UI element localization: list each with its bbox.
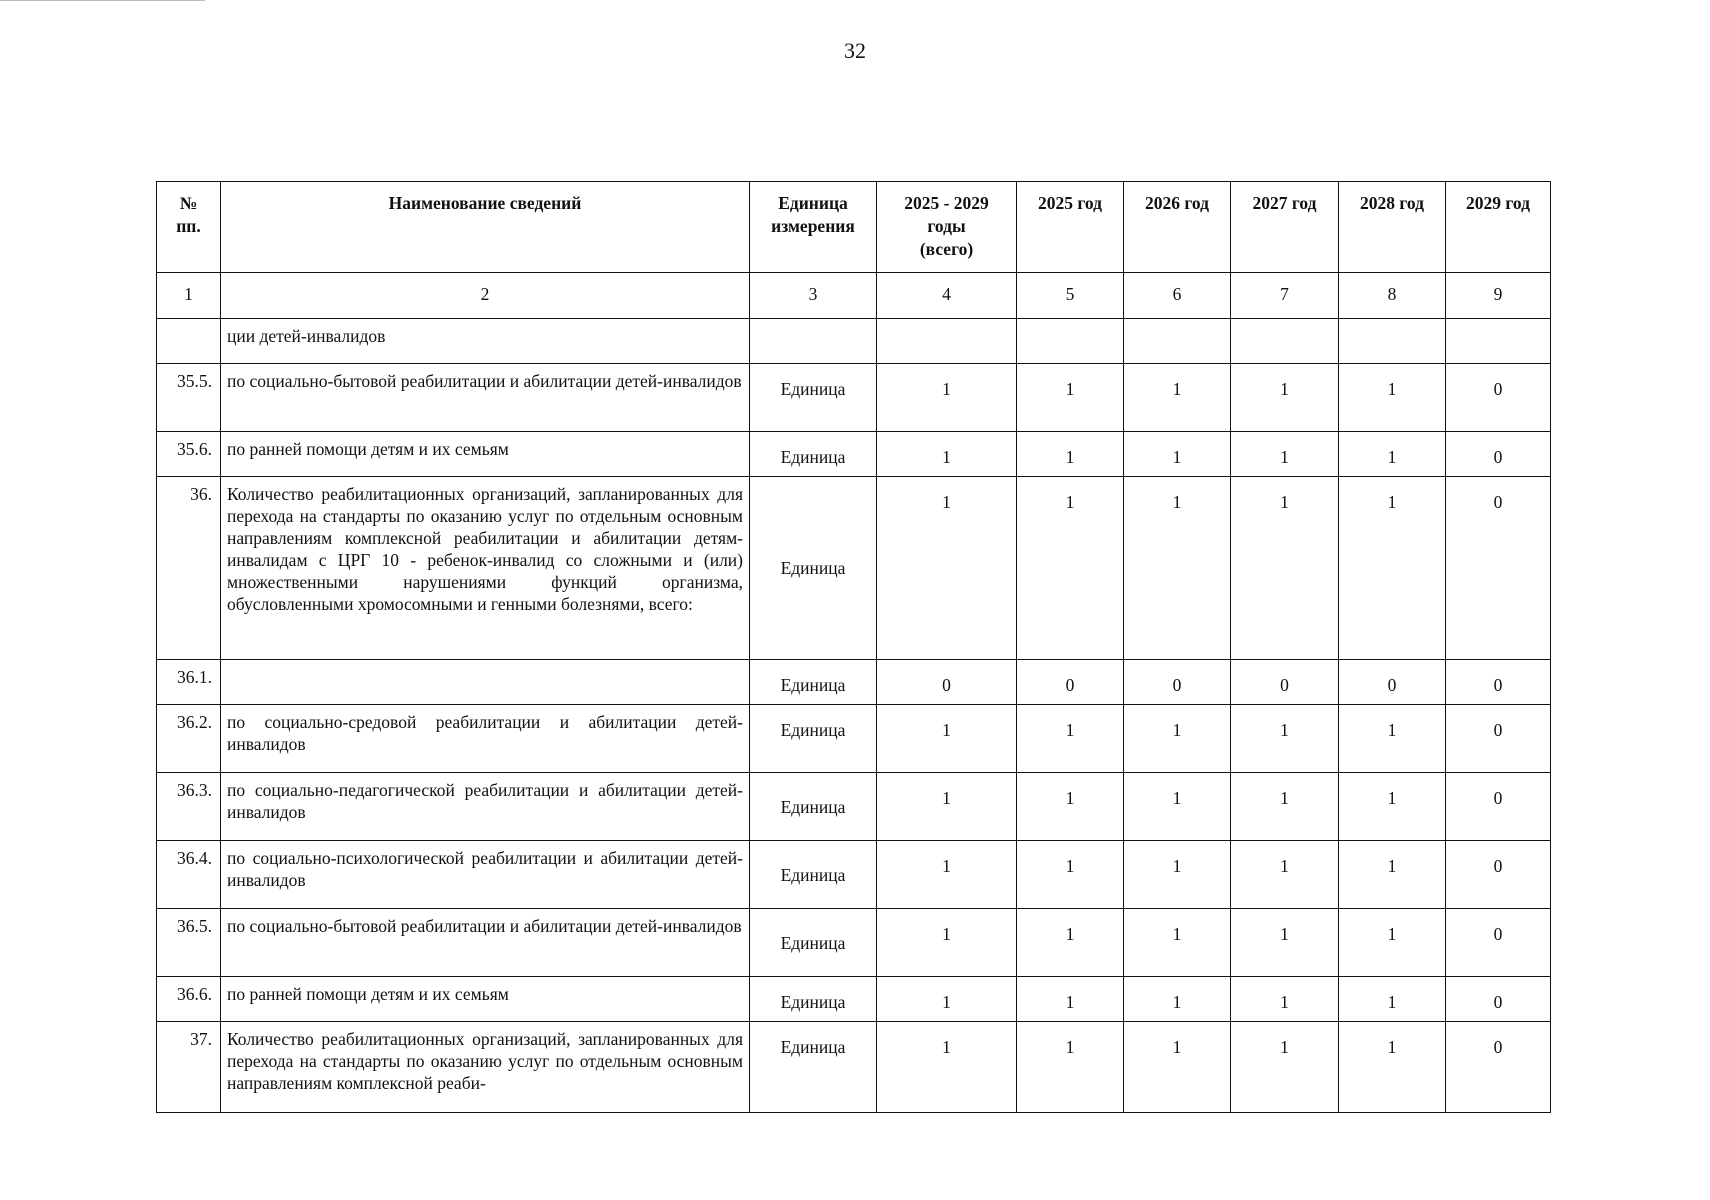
row-number: 36.3.: [157, 773, 221, 841]
table-row: [157, 660, 1551, 705]
row-value: 1: [877, 364, 1017, 432]
row-value: 1: [1339, 364, 1446, 432]
row-value: 0: [1124, 660, 1231, 705]
row-value: [877, 319, 1017, 364]
row-value: 1: [1231, 1022, 1339, 1113]
row-value: 1: [1231, 773, 1339, 841]
row-number: 35.5.: [157, 364, 221, 432]
row-value: 1: [1124, 364, 1231, 432]
row-unit: Единица: [750, 432, 877, 477]
header-name: Наименование сведений: [221, 182, 750, 273]
row-number: 36.6.: [157, 977, 221, 1022]
row-value: 1: [1231, 364, 1339, 432]
row-value: 0: [1446, 909, 1551, 977]
row-name: ции детей-инвалидов: [221, 319, 750, 364]
row-name: по социально-средовой реабилитации и абилитации детей-инвалидов: [221, 705, 750, 773]
col-index-cell: 2: [221, 273, 750, 319]
row-value: 1: [877, 1022, 1017, 1113]
row-value: 1: [877, 477, 1017, 660]
row-number: 36.5.: [157, 909, 221, 977]
row-value: [1124, 319, 1231, 364]
table-row: [157, 432, 1551, 477]
header-unit: Единица измерения: [750, 182, 877, 273]
row-unit: [750, 319, 877, 364]
col-index-cell: 4: [877, 273, 1017, 319]
table-row: [157, 477, 1551, 660]
row-unit: Единица: [750, 660, 877, 705]
row-value: 0: [1017, 660, 1124, 705]
row-value: [1231, 319, 1339, 364]
row-value: 0: [1446, 660, 1551, 705]
row-value: 1: [1231, 841, 1339, 909]
row-name: Количество реабилитационных организаций, запланированных для перехода на стандарты по оказанию услуг по отдельным основным направлениям комплексной реабилитации и абилитации детям-инвалидам с ЦРГ 10 - ребенок-инвалид со сложными и (или) множественными нарушениями функций организма, обусловленными хромосомными и генными болезнями, всего:: [221, 477, 750, 660]
table-row: [157, 909, 1551, 977]
row-value: 1: [877, 909, 1017, 977]
row-unit: Единица: [750, 477, 877, 660]
row-value: 1: [1339, 977, 1446, 1022]
row-value: 0: [1231, 660, 1339, 705]
row-value: 1: [1124, 705, 1231, 773]
row-value: 0: [1446, 705, 1551, 773]
row-value: 1: [1124, 1022, 1231, 1113]
col-index-cell: 9: [1446, 273, 1551, 319]
row-value: 0: [1339, 660, 1446, 705]
header-2029: 2029 год: [1446, 182, 1551, 273]
table-row: [157, 1022, 1551, 1113]
table-row: [157, 841, 1551, 909]
row-value: [1446, 319, 1551, 364]
row-unit: Единица: [750, 841, 877, 909]
row-value: 1: [1231, 432, 1339, 477]
row-value: 1: [1017, 477, 1124, 660]
row-unit: Единица: [750, 773, 877, 841]
header-2025: 2025 год: [1017, 182, 1124, 273]
row-value: 1: [1231, 477, 1339, 660]
row-number: 36.1.: [157, 660, 221, 705]
row-value: 0: [1446, 841, 1551, 909]
row-unit: Единица: [750, 909, 877, 977]
row-unit: Единица: [750, 364, 877, 432]
data-table: [156, 181, 1551, 1113]
header-total: 2025 - 2029 годы (всего): [877, 182, 1017, 273]
row-value: 1: [1339, 1022, 1446, 1113]
row-number: 37.: [157, 1022, 221, 1113]
row-number: 36.2.: [157, 705, 221, 773]
scan-edge-line: [0, 0, 205, 1]
row-value: 1: [1339, 773, 1446, 841]
row-name: по ранней помощи детям и их семьям: [221, 432, 750, 477]
row-name: Количество реабилитационных организаций, запланированных для перехода на стандарты по оказанию услуг по отдельным основным направлениям комплексной реаби-: [221, 1022, 750, 1113]
col-index-cell: 6: [1124, 273, 1231, 319]
col-index-cell: 7: [1231, 273, 1339, 319]
col-index-cell: 1: [157, 273, 221, 319]
row-value: 1: [877, 841, 1017, 909]
row-value: 1: [1017, 773, 1124, 841]
row-value: 1: [877, 705, 1017, 773]
row-value: 1: [877, 977, 1017, 1022]
header-num: № пп.: [157, 182, 221, 273]
header-2026: 2026 год: [1124, 182, 1231, 273]
row-value: 1: [1124, 773, 1231, 841]
table-row: [157, 977, 1551, 1022]
row-number: 36.4.: [157, 841, 221, 909]
row-value: 0: [1446, 977, 1551, 1022]
row-name: по социально-бытовой реабилитации и абилитации детей-инвалидов: [221, 909, 750, 977]
row-name: по социально-бытовой реабилитации и абилитации детей-инвалидов: [221, 364, 750, 432]
row-value: 1: [1017, 1022, 1124, 1113]
row-value: 1: [1231, 705, 1339, 773]
table-row: [157, 364, 1551, 432]
header-2028: 2028 год: [1339, 182, 1446, 273]
row-value: 1: [1231, 909, 1339, 977]
row-value: 1: [1124, 909, 1231, 977]
row-value: 1: [1017, 705, 1124, 773]
row-value: 0: [1446, 432, 1551, 477]
row-unit: Единица: [750, 977, 877, 1022]
row-value: 1: [1339, 841, 1446, 909]
row-name: по социально-педагогической реабилитации и абилитации детей-инвалидов: [221, 773, 750, 841]
row-value: 0: [877, 660, 1017, 705]
row-number: 36.: [157, 477, 221, 660]
row-value: 1: [1124, 477, 1231, 660]
table-row: [157, 319, 1551, 364]
row-value: 1: [1017, 432, 1124, 477]
row-name: по ранней помощи детям и их семьям: [221, 977, 750, 1022]
row-value: 1: [1339, 705, 1446, 773]
row-value: 1: [1124, 432, 1231, 477]
row-value: 1: [1017, 909, 1124, 977]
row-value: [1339, 319, 1446, 364]
row-value: 1: [1017, 364, 1124, 432]
row-value: 1: [1339, 909, 1446, 977]
row-name: по социально-психологической реабилитации и абилитации детей-инвалидов: [221, 841, 750, 909]
row-number: [157, 319, 221, 364]
header-2027: 2027 год: [1231, 182, 1339, 273]
header-row: [157, 182, 1551, 273]
col-index-cell: 8: [1339, 273, 1446, 319]
row-value: 0: [1446, 477, 1551, 660]
row-value: 1: [1231, 977, 1339, 1022]
table-row: [157, 773, 1551, 841]
column-index-row: [157, 273, 1551, 319]
row-value: 0: [1446, 773, 1551, 841]
row-value: 1: [1017, 977, 1124, 1022]
row-value: [1017, 319, 1124, 364]
row-value: 1: [877, 773, 1017, 841]
row-value: 1: [1339, 432, 1446, 477]
row-value: 1: [1124, 977, 1231, 1022]
row-unit: Единица: [750, 1022, 877, 1113]
row-value: 1: [1339, 477, 1446, 660]
table-row: [157, 705, 1551, 773]
row-value: 0: [1446, 1022, 1551, 1113]
col-index-cell: 5: [1017, 273, 1124, 319]
row-value: 0: [1446, 364, 1551, 432]
row-name: [221, 660, 750, 705]
row-value: 1: [1124, 841, 1231, 909]
row-value: 1: [877, 432, 1017, 477]
row-value: 1: [1017, 841, 1124, 909]
row-number: 35.6.: [157, 432, 221, 477]
page-number: 32: [844, 38, 866, 63]
col-index-cell: 3: [750, 273, 877, 319]
row-unit: Единица: [750, 705, 877, 773]
